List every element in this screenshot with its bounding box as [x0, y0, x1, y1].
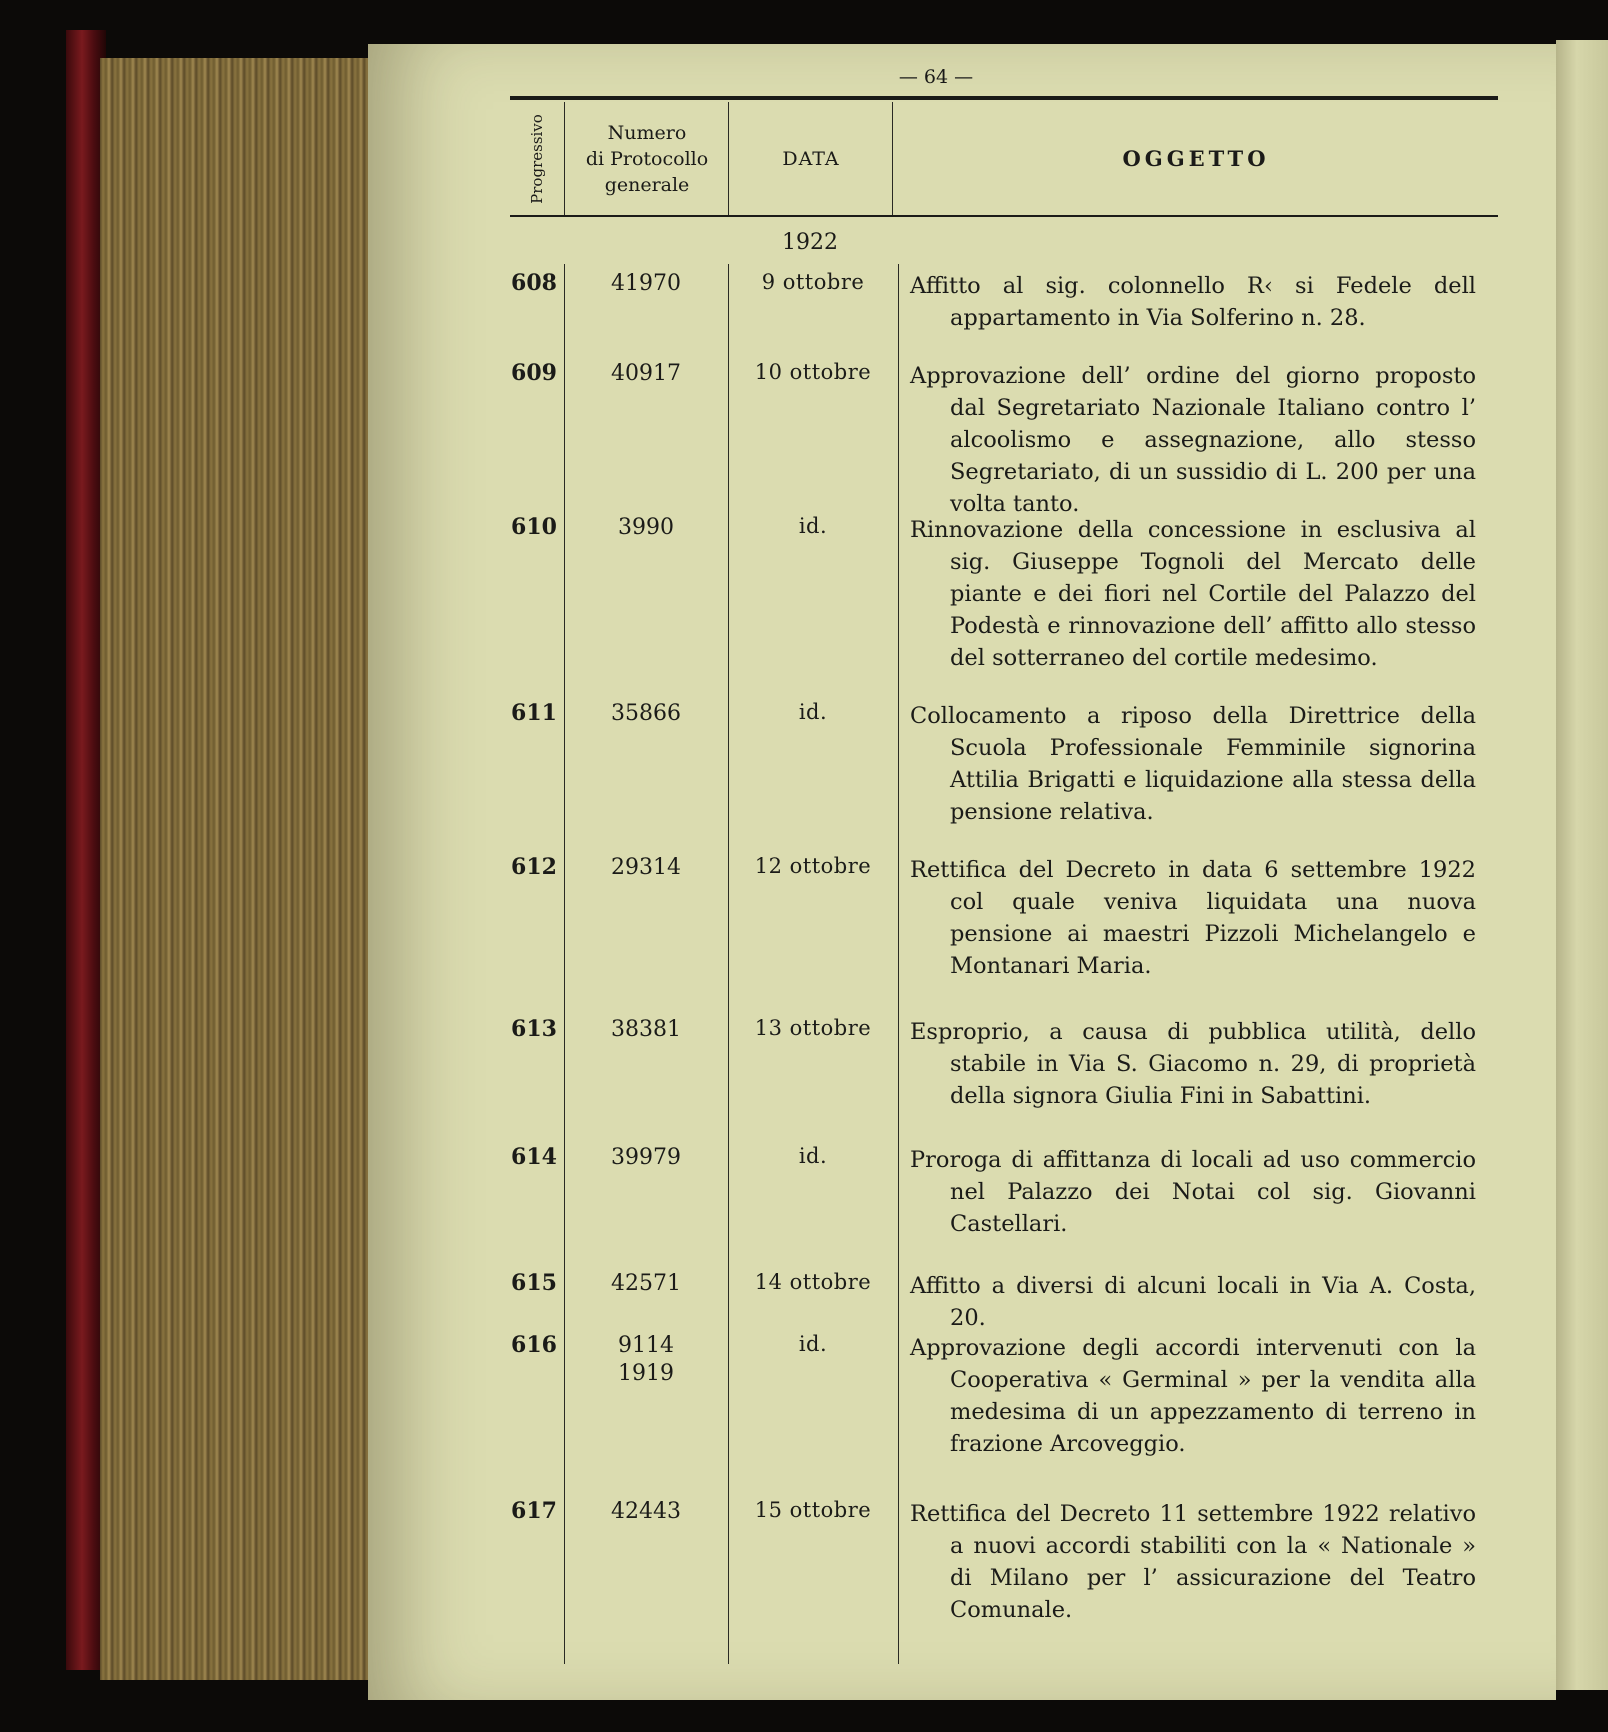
- column-divider: [898, 264, 899, 1664]
- year-heading: 1922: [782, 230, 838, 255]
- book-page: — 64 — Progressivo Numero di Protocollo generale DATA OGGETTO 1922 608 41970 9 ottobre Affitto al sig. colonnello R‹ si Fedele dell appartamento in Via Solferino n. 28. 609 40917 10 ottobre Approvazione dell’ ordine del giorno proposto dal Segretariato Nazionale Italiano contro l’ alcoolismo e assegnazione, allo stesso Segretariato, di un sussidio di L. 200 per una volta tanto. 610 3990 id. Rinnovazione della concessione in esclusiva al sig. Giuseppe Tognoli del Mercato delle piante e dei fiori nel Cortile del Palazzo del Podestà e rinnovazione dell’ affitto allo stesso del sotterraneo del cortile medesimo. 611 35866 id. Collocamento a riposo della Direttrice della Scuola Professionale Femminile signorina Attilia Brigatti e liquidazione alla stessa della pensione relativa. 612 29314 12 ottobre Rettifica del Decreto in data 6 settembre 1922 col quale veniva liquidata una nuova pensione ai maestri Pizzoli Michelangelo e Montanari Maria. 613 38381 13 ottobre Esproprio, a causa di pubblica utilità, dello stabile in Via S. Giacomo n. 29, di proprietà della signora Giulia Fini in Sabattini. 614 39979 id. Proroga di affittanza di locali ad uso commercio nel Palazzo dei Notai col sig. Giovanni Castellari. 615 42571 14 ottobre Affitto a diversi di alcuni locali in Via A. Costa, 20. 616 9114 1919 id. Approvazione degli accordi intervenuti con la Cooperativa « Germinal » per la vendita alla medesima di un appezzamento di terreno in frazione Arcoveggio. 617 42443 15 ottobre Rettifica del Decreto 11 settembre 1922 relativo a nuovi accordi stabiliti con la « Nationale » di Milano per l’ assicurazione del Teatro Comunale.: [368, 44, 1556, 1700]
- page-edges: [100, 58, 372, 1680]
- facing-page-edge: [1556, 40, 1608, 1690]
- header-oggetto: OGGETTO: [892, 102, 1499, 215]
- column-divider: [728, 264, 729, 1664]
- header-data: DATA: [728, 102, 893, 215]
- header-progressivo: Progressivo: [528, 113, 546, 204]
- top-rule: [510, 96, 1498, 100]
- table-header: [510, 102, 1498, 217]
- page-number: — 64 —: [898, 66, 974, 88]
- column-divider: [564, 264, 565, 1664]
- header-protocollo: Numero di Protocollo generale: [564, 102, 729, 215]
